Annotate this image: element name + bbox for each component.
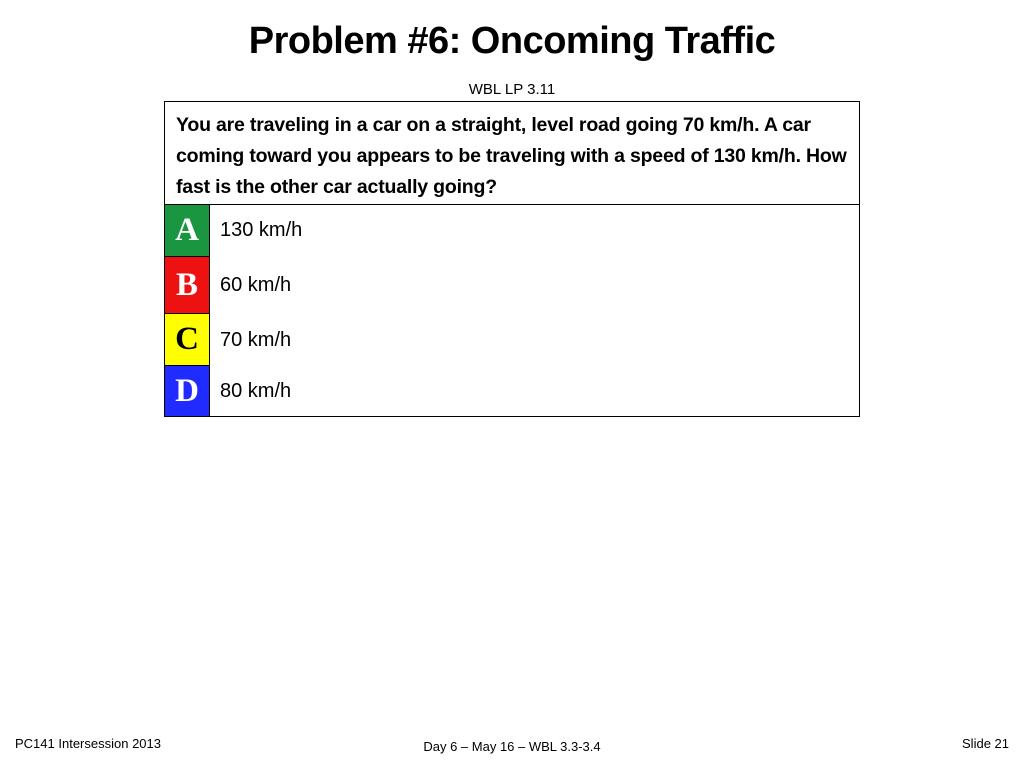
option-c (165, 314, 859, 366)
option-a-text: 130 km/h (220, 219, 303, 241)
option-d-text: 80 km/h (220, 379, 292, 402)
slide-title: Problem #6: Oncoming Traffic (248, 20, 776, 62)
option-a (165, 205, 859, 257)
question-table (164, 101, 860, 417)
option-b (165, 257, 859, 314)
option-a-letter: A (165, 205, 210, 257)
question-text: You are traveling in a car on a straight, level road going 70 km/h. A car coming toward you appears to be traveling with a speed of 130 km/h. How fast is the other car actually going? (165, 102, 859, 205)
option-c-text: 70 km/h (220, 328, 292, 351)
option-c-letter: C (165, 314, 210, 366)
footer-course: PC141 Intersession 2013 (15, 736, 161, 751)
option-b-text: 60 km/h (220, 274, 292, 296)
footer-date: Day 6 – May 16 – WBL 3.3-3.4 (423, 739, 601, 754)
option-d-letter: D (165, 366, 210, 416)
footer-slide-number: Slide 21 (962, 736, 1009, 751)
option-b-letter: B (165, 257, 210, 314)
option-d (165, 366, 859, 416)
slide-subtitle: WBL LP 3.11 (468, 81, 556, 98)
